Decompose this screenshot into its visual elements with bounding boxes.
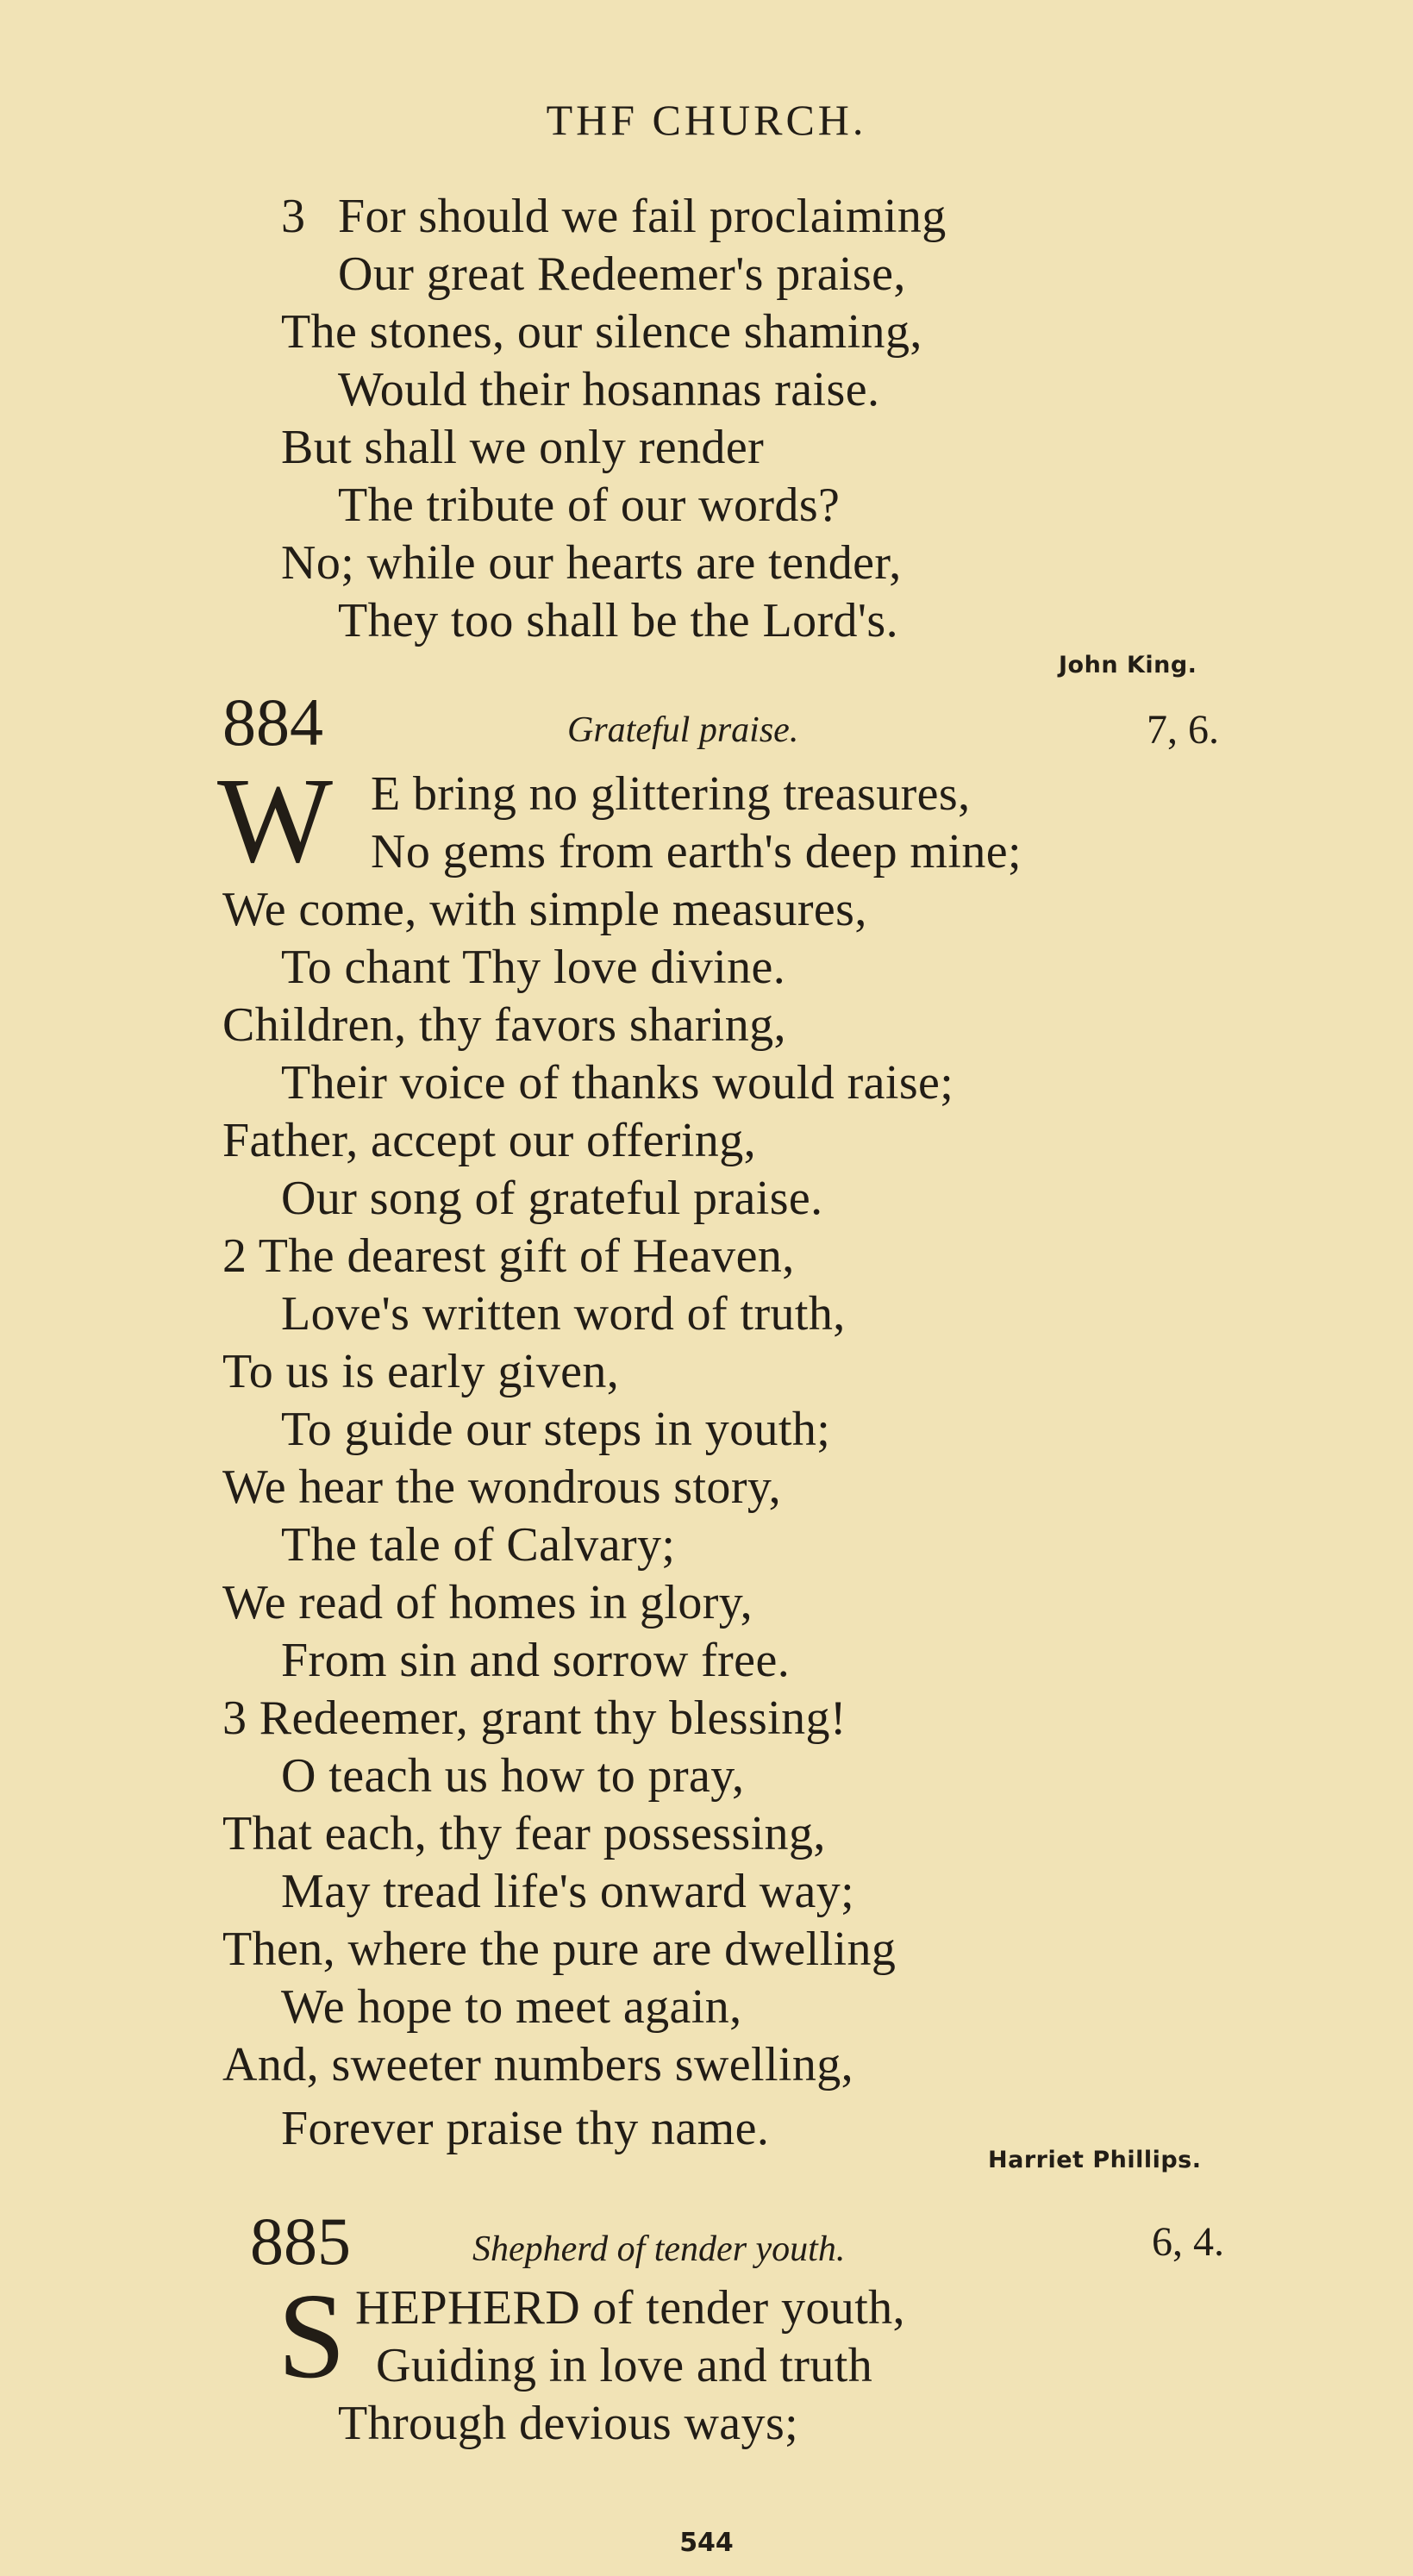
hymn-line: The tribute of our words? xyxy=(338,478,841,532)
hymn-line: We hope to meet again, xyxy=(281,1980,742,2034)
hymn-line: 2 The dearest gift of Heaven, xyxy=(222,1229,795,1283)
hymn-line: 3 Redeemer, grant thy blessing! xyxy=(222,1691,847,1745)
hymn-line: O teach us how to pray, xyxy=(281,1749,745,1803)
hymn-line: We come, with simple measures, xyxy=(222,883,867,936)
hymn-meter: 7, 6. xyxy=(1147,707,1219,753)
hymn-line: They too shall be the Lord's. xyxy=(338,594,898,647)
hymn-title: Shepherd of tender youth. xyxy=(472,2229,846,2269)
stanza-number: 3 xyxy=(281,190,306,243)
author-attribution: John King. xyxy=(1059,652,1197,678)
hymn-line: Through devious ways; xyxy=(338,2397,799,2450)
drop-cap: S xyxy=(278,2267,346,2404)
hymn-line: Would their hosannas raise. xyxy=(338,363,880,416)
hymn-line: But shall we only render xyxy=(281,421,765,474)
hymn-line: HEPHERD of tender youth, xyxy=(355,2281,905,2335)
hymn-line: The tale of Calvary; xyxy=(281,1518,676,1572)
hymn-line: That each, thy fear possessing, xyxy=(222,1807,826,1860)
hymn-title: Grateful praise. xyxy=(567,710,799,750)
hymn-line: From sin and sorrow free. xyxy=(281,1634,791,1687)
hymn-line: Love's written word of truth, xyxy=(281,1287,846,1341)
hymn-number: 885 xyxy=(250,2204,351,2279)
hymn-line: Our great Redeemer's praise, xyxy=(338,247,906,301)
author-attribution: Harriet Phillips. xyxy=(988,2147,1202,2173)
hymn-line: Their voice of thanks would raise; xyxy=(281,1056,954,1110)
hymn-line: To us is early given, xyxy=(222,1345,620,1398)
hymn-line: No; while our hearts are tender, xyxy=(281,536,902,590)
hymn-line: Father, accept our offering, xyxy=(222,1114,756,1167)
hymn-line: E bring no glittering treasures, xyxy=(371,767,971,821)
hymn-line: To guide our steps in youth; xyxy=(281,1403,831,1456)
hymn-line: We read of homes in glory, xyxy=(222,1576,753,1629)
hymn-line: No gems from earth's deep mine; xyxy=(371,825,1022,878)
hymn-line: We hear the wondrous story, xyxy=(222,1460,782,1514)
hymn-line: The stones, our silence shaming, xyxy=(281,305,922,359)
hymn-line: And, sweeter numbers swelling, xyxy=(222,2038,854,2091)
hymn-line: Forever praise thy name. xyxy=(281,2102,770,2155)
hymn-line: For should we fail proclaiming xyxy=(338,190,947,243)
page-number: 544 xyxy=(679,2528,734,2558)
hymn-line: May tread life's onward way; xyxy=(281,1865,855,1918)
hymn-line: To chant Thy love divine. xyxy=(281,941,786,994)
hymn-line: Children, thy favors sharing, xyxy=(222,998,786,1052)
hymn-number: 884 xyxy=(222,685,323,760)
hymn-line: Then, where the pure are dwelling xyxy=(222,1923,897,1976)
hymn-meter: 6, 4. xyxy=(1152,2219,1224,2265)
drop-cap: W xyxy=(217,752,334,888)
hymn-line: Our song of grateful praise. xyxy=(281,1172,823,1225)
running-header: THF CHURCH. xyxy=(546,96,867,144)
hymn-line: Guiding in love and truth xyxy=(376,2339,873,2392)
